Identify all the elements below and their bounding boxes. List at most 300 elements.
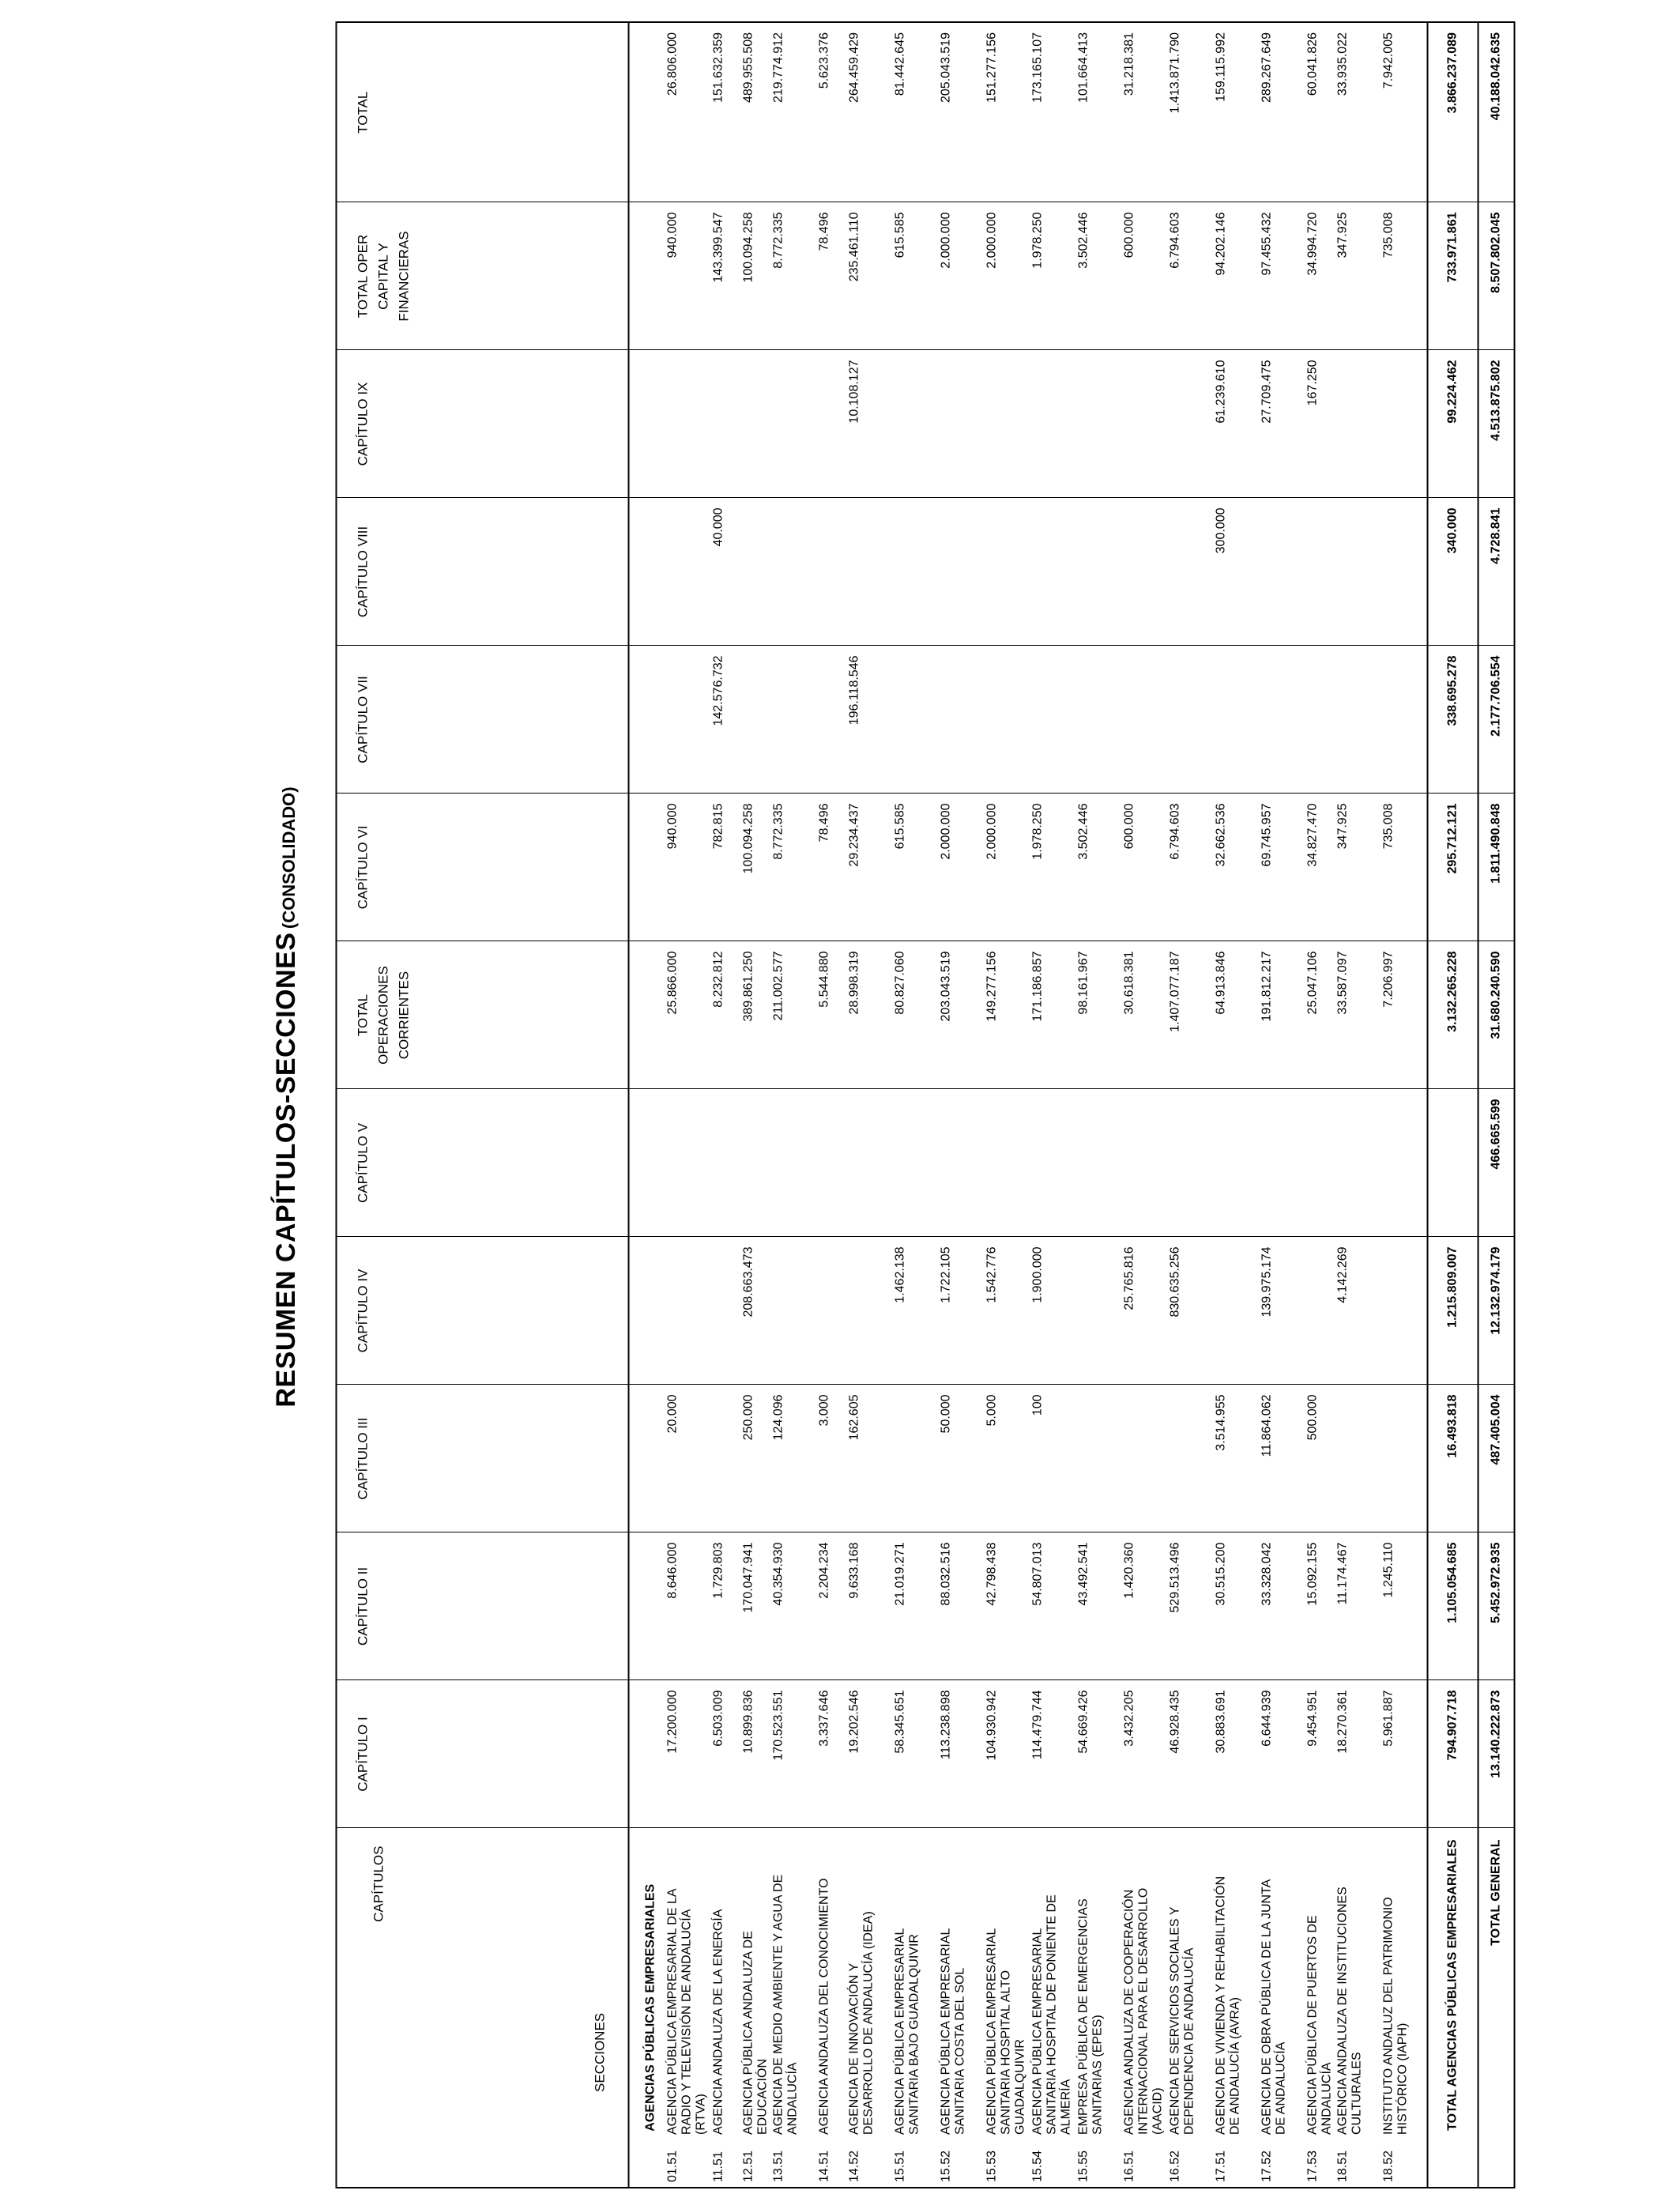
value-c5 [1382,1089,1428,1237]
value-c1: 46.928.435 [1169,1680,1215,1828]
total-general-c7: 2.177.706.554 [1478,646,1515,794]
value-c6: 8.772.335 [772,794,818,941]
value-c9: 27.709.475 [1260,350,1306,498]
table-row [1260,22,1306,2188]
value-c3: 20.000 [666,1385,712,1532]
header-total-capital [337,202,629,350]
value-c2: 88.032.516 [940,1532,985,1680]
value-c5 [1336,1089,1382,1237]
value-c8 [666,498,712,646]
section-name: EMPRESA PÚBLICA DE EMERGENCIAS SANITARIAS (EPES) [1076,1898,1105,2135]
value-c4: 25.765.816 [1123,1237,1169,1385]
value-tc: 171.186.857 [1031,941,1077,1089]
value-t: 159.115.992 [1214,32,1228,102]
value-c4: 830.635.256 [1169,1237,1215,1385]
section-cell [1123,1828,1169,2188]
value-c6: 69.745.957 [1260,794,1306,941]
value-c1: 3.432.205 [1123,1680,1169,1828]
total-general-c2: 5.452.972.935 [1478,1532,1515,1680]
value-c7 [985,646,1031,794]
value-t: 173.165.107 [1030,32,1045,103]
value-c1: 6.503.009 [712,1680,742,1828]
value-c2: 42.798.438 [985,1532,1031,1680]
header-cap8: CAPÍTULO VIII [337,498,629,646]
value-c8 [1260,498,1306,646]
value-tc: 191.812.217 [1260,941,1306,1089]
header-total-corrientes-2: OPERACIONES [375,966,391,1065]
table-row [848,22,894,2188]
table-row [1169,22,1215,2188]
value-c9 [1123,350,1169,498]
value-t: 1.413.871.790 [1168,32,1182,114]
table-row [818,22,848,2188]
header-cap7: CAPÍTULO VII [337,646,629,794]
total-agencias-tk: 733.971.861 [1428,202,1478,350]
section-cell [940,1828,985,2188]
value-c3 [1077,1385,1123,1532]
section-cell [894,1828,940,2188]
section-code: 17.52 [1260,2150,1274,2182]
section-cell [1031,1828,1077,2188]
table-row [1382,22,1428,2188]
header-cap4: CAPÍTULO IV [337,1237,629,1385]
section-name: AGENCIA ANDALUZA DE COOPERACIÓN INTERNACIONAL PARA EL DESARROLLO (AACID) [1122,1887,1165,2135]
value-t: 5.623.376 [817,32,831,89]
value-c3: 124.096 [772,1385,818,1532]
total-general-row [1478,22,1515,2188]
value-tk: 3.502.446 [1077,202,1123,350]
section-cell [1382,1828,1428,2188]
total-general-c1: 13.140.222.873 [1478,1680,1515,1828]
value-tc: 149.277.156 [985,941,1031,1089]
value-c9 [1382,350,1428,498]
section-name: AGENCIA PÚBLICA EMPRESARIAL SANITARIA HOSPITAL DE PONIENTE DE ALMERÍA [1030,1894,1073,2135]
value-c1: 30.883.691 [1215,1680,1260,1828]
section-code: 15.51 [893,2150,907,2182]
group-title: AGENCIAS PÚBLICAS EMPRESARIALES [629,1828,666,2188]
total-general-t: 40.188.042.635 [1478,22,1515,202]
section-name: AGENCIA PÚBLICA EMPRESARIAL SANITARIA BAJO GUADALQUIVIR [893,1928,921,2135]
value-c6: 100.094.258 [742,794,772,941]
value-c6: 32.662.536 [1215,794,1260,941]
value-c4: 1.542.776 [985,1237,1031,1385]
value-c9: 167.250 [1306,350,1336,498]
section-name: AGENCIA DE MEDIO AMBIENTE Y AGUA DE ANDALUCÍA [771,1874,800,2135]
value-c2: 9.633.168 [848,1532,894,1680]
total-general-c6: 1.811.490.848 [1478,794,1515,941]
value-c3: 100 [1031,1385,1077,1532]
value-c8 [1077,498,1123,646]
value-t: 151.632.359 [711,32,725,103]
value-c1: 3.337.646 [818,1680,848,1828]
value-c8 [1336,498,1382,646]
value-c4: 1.900.000 [1031,1237,1077,1385]
value-c5 [1123,1089,1169,1237]
value-c7 [666,646,712,794]
value-tk: 1.978.250 [1031,202,1077,350]
header-capitulos-label: CAPÍTULOS [371,1845,386,1922]
value-c7 [1336,646,1382,794]
value-c6: 2.000.000 [940,794,985,941]
table-row [1336,22,1382,2188]
value-c8 [1382,498,1428,646]
value-c7 [742,646,772,794]
total-agencias-c6: 295.712.121 [1428,794,1478,941]
value-c5 [985,1089,1031,1237]
value-c6: 735.008 [1382,794,1428,941]
total-agencias-label: TOTAL AGENCIAS PÚBLICAS EMPRESARIALES [1428,1828,1478,2188]
section-cell [772,1828,818,2188]
value-c3: 11.864.062 [1260,1385,1306,1532]
value-c2: 8.646.000 [666,1532,712,1680]
value-c7 [894,646,940,794]
value-tk: 2.000.000 [940,202,985,350]
value-c5 [1306,1089,1336,1237]
section-code: 16.52 [1168,2150,1182,2182]
value-c8 [848,498,894,646]
value-tk: 735.008 [1382,202,1428,350]
value-c3 [1169,1385,1215,1532]
section-code: 18.51 [1335,2150,1350,2182]
value-t: 7.942.005 [1381,32,1396,89]
header-total: TOTAL [337,22,629,202]
value-c7: 196.118.546 [848,646,894,794]
section-code: 17.53 [1305,2150,1320,2182]
table-row [1077,22,1123,2188]
section-name: AGENCIA DE OBRA PÚBLICA DE LA JUNTA DE ANDALUCÍA [1260,1879,1288,2135]
title-sub: (CONSOLIDADO) [279,786,299,929]
value-tc: 25.866.000 [666,941,712,1089]
value-tk: 97.455.432 [1260,202,1306,350]
section-cell [818,1828,848,2188]
value-c8 [818,498,848,646]
table-row [712,22,742,2188]
total-agencias-c1: 794.907.718 [1428,1680,1478,1828]
value-c9 [666,350,712,498]
value-c7 [1215,646,1260,794]
value-c1: 170.523.551 [772,1680,818,1828]
section-name: AGENCIA PÚBLICA EMPRESARIAL DE LA RADIO Y TELEVISIÓN DE ANDALUCÍA (RTVA) [665,1889,708,2135]
value-c3 [712,1385,742,1532]
value-c1: 104.930.942 [985,1680,1031,1828]
section-name: AGENCIA PÚBLICA DE PUERTOS DE ANDALUCÍA [1305,1915,1334,2135]
value-c6: 3.502.446 [1077,794,1123,941]
value-c7 [1260,646,1306,794]
section-name: AGENCIA DE VIVIENDA Y REHABILITACIÓN DE ANDALUCÍA (AVRA) [1214,1875,1242,2135]
value-c4 [666,1237,712,1385]
value-tk: 8.772.335 [772,202,818,350]
section-code: 14.51 [817,2150,831,2182]
value-tk: 615.585 [894,202,940,350]
value-t: 33.935.022 [1335,32,1350,96]
value-c8 [1123,498,1169,646]
value-c1: 54.669.426 [1077,1680,1123,1828]
value-c7 [818,646,848,794]
value-c3 [1382,1385,1428,1532]
value-c2: 54.807.013 [1031,1532,1077,1680]
value-c9 [1031,350,1077,498]
value-c7 [1077,646,1123,794]
total-general-c9: 4.513.875.802 [1478,350,1515,498]
section-cell [985,1828,1031,2188]
value-c5 [742,1089,772,1237]
value-c2: 1.729.803 [712,1532,742,1680]
section-code: 15.53 [985,2150,999,2182]
value-tc: 98.161.967 [1077,941,1123,1089]
value-c2: 2.204.234 [818,1532,848,1680]
table-row [742,22,772,2188]
total-general-c8: 4.728.841 [1478,498,1515,646]
value-c8: 40.000 [712,498,742,646]
header-cap5: CAPÍTULO V [337,1089,629,1237]
value-c7 [1306,646,1336,794]
value-c5 [1077,1089,1123,1237]
value-t: 26.806.000 [665,32,680,96]
value-c4 [1215,1237,1260,1385]
value-c9 [712,350,742,498]
value-c4 [818,1237,848,1385]
section-code: 13.51 [771,2150,785,2182]
page-title [258,544,314,1650]
total-agencias-c4: 1.215.809.007 [1428,1237,1478,1385]
value-c4: 208.663.473 [742,1237,772,1385]
section-name: AGENCIA PÚBLICA ANDALUZA DE EDUCACIÓN [741,1931,770,2135]
table-row [1031,22,1077,2188]
value-c4 [1077,1237,1123,1385]
section-code: 11.51 [711,2151,725,2182]
value-c8 [940,498,985,646]
value-c8 [772,498,818,646]
value-c9 [742,350,772,498]
value-t: 219.774.912 [771,32,785,103]
value-c6: 347.925 [1336,794,1382,941]
total-agencias-t: 3.866.237.089 [1428,22,1478,202]
value-c4 [1382,1237,1428,1385]
value-c5 [848,1089,894,1237]
title-main: RESUMEN CAPÍTULOS-SECCIONES [271,932,301,1408]
value-c2: 1.420.360 [1123,1532,1169,1680]
total-agencias-tc: 3.132.265.228 [1428,941,1478,1089]
section-cell [666,1828,712,2188]
section-name: AGENCIA ANDALUZA DE LA ENERGÍA [711,1909,725,2135]
header-cap9: CAPÍTULO IX [337,350,629,498]
value-tk: 78.496 [818,202,848,350]
section-name: AGENCIA ANDALUZA DEL CONOCIMIENTO [817,1878,831,2135]
value-c9 [1077,350,1123,498]
section-name: AGENCIA PÚBLICA EMPRESARIAL SANITARIA HOSPITAL ALTO GUADALQUIVIR [985,1928,1027,2135]
value-c8 [742,498,772,646]
value-c3 [1123,1385,1169,1532]
value-c5 [1169,1089,1215,1237]
value-tc: 203.043.519 [940,941,985,1089]
value-c6: 34.827.470 [1306,794,1336,941]
table-body [629,22,1515,2188]
value-c4 [848,1237,894,1385]
total-agencias-c3: 16.493.818 [1428,1385,1478,1532]
value-c3: 3.000 [818,1385,848,1532]
value-tk: 143.399.547 [712,202,742,350]
value-c4: 1.462.138 [894,1237,940,1385]
value-c3: 162.605 [848,1385,894,1532]
value-c3 [1336,1385,1382,1532]
value-c4 [712,1237,742,1385]
section-code: 01.51 [665,2150,680,2182]
value-c2: 21.019.271 [894,1532,940,1680]
value-tc: 389.861.250 [742,941,772,1089]
total-general-c3: 487.405.004 [1478,1385,1515,1532]
section-code: 14.52 [847,2150,861,2182]
value-c4 [1306,1237,1336,1385]
section-name: AGENCIA PÚBLICA EMPRESARIAL SANITARIA COSTA DEL SOL [939,1928,967,2135]
value-c5 [894,1089,940,1237]
value-c2: 33.328.042 [1260,1532,1306,1680]
value-t: 264.459.429 [847,32,861,103]
section-cell [1215,1828,1260,2188]
value-c1: 5.961.887 [1382,1680,1428,1828]
value-tc: 211.002.577 [772,941,818,1089]
value-tc: 80.827.060 [894,941,940,1089]
value-c3: 500.000 [1306,1385,1336,1532]
value-c1: 10.899.836 [742,1680,772,1828]
value-c6: 1.978.250 [1031,794,1077,941]
value-c6: 615.585 [894,794,940,941]
value-c1: 9.454.951 [1306,1680,1336,1828]
value-c3: 250.000 [742,1385,772,1532]
header-total-corrientes-1: TOTAL [355,993,371,1037]
value-c1: 6.644.939 [1260,1680,1306,1828]
header-cap3: CAPÍTULO III [337,1385,629,1532]
value-c4: 1.722.105 [940,1237,985,1385]
header-cap2: CAPÍTULO II [337,1532,629,1680]
value-t: 60.041.826 [1305,32,1320,96]
value-tc: 30.618.381 [1123,941,1169,1089]
table-row [772,22,818,2188]
value-c7: 142.576.732 [712,646,742,794]
value-c8 [894,498,940,646]
section-cell [1077,1828,1123,2188]
value-c6: 600.000 [1123,794,1169,941]
value-c8 [1306,498,1336,646]
value-c9 [894,350,940,498]
value-c7 [1169,646,1215,794]
value-tc: 25.047.106 [1306,941,1336,1089]
total-agencias-c8: 340.000 [1428,498,1478,646]
value-c6: 78.496 [818,794,848,941]
header-secciones-label: SECCIONES [592,2012,608,2092]
value-c5 [818,1089,848,1237]
header-total-capital-2: CAPITAL Y [375,243,391,310]
header-secciones [337,1828,629,2188]
value-c9 [1336,350,1382,498]
total-agencias-c9: 99.224.462 [1428,350,1478,498]
value-t: 151.277.156 [985,32,999,103]
value-tk: 2.000.000 [985,202,1031,350]
value-c5 [666,1089,712,1237]
value-c7 [1382,646,1428,794]
value-c5 [712,1089,742,1237]
value-c6: 29.234.437 [848,794,894,941]
value-c4 [772,1237,818,1385]
value-c1: 17.200.000 [666,1680,712,1828]
value-c5 [1215,1089,1260,1237]
table-row [985,22,1031,2188]
value-c6: 2.000.000 [985,794,1031,941]
header-total-corrientes [337,941,629,1089]
value-tk: 6.794.603 [1169,202,1215,350]
section-name: AGENCIA DE SERVICIOS SOCIALES Y DEPENDENCIA DE ANDALUCÍA [1168,1906,1196,2135]
value-c9 [940,350,985,498]
value-c3: 50.000 [940,1385,985,1532]
value-tc: 5.544.880 [818,941,848,1089]
total-agencias-c2: 1.105.054.685 [1428,1532,1478,1680]
table-row [1215,22,1260,2188]
value-c2: 11.174.467 [1336,1532,1382,1680]
value-tc: 7.206.997 [1382,941,1428,1089]
section-code: 17.51 [1214,2150,1228,2182]
summary-table-container [336,23,1503,2188]
value-c6: 940.000 [666,794,712,941]
section-cell [742,1828,772,2188]
value-c2: 30.515.200 [1215,1532,1260,1680]
value-tk: 100.094.258 [742,202,772,350]
header-total-capital-3: FINANCIERAS [396,231,412,322]
total-general-tc: 31.680.240.590 [1478,941,1515,1089]
table-row [1123,22,1169,2188]
value-c1: 18.270.361 [1336,1680,1382,1828]
section-name: AGENCIA ANDALUZA DE INSTITUCIONES CULTURALES [1335,1887,1364,2135]
value-c3: 3.514.955 [1215,1385,1260,1532]
value-c1: 114.479.744 [1031,1680,1077,1828]
value-c9 [985,350,1031,498]
total-agencias-c5 [1428,1089,1478,1237]
value-c6: 6.794.603 [1169,794,1215,941]
value-c9 [772,350,818,498]
value-c4: 4.142.269 [1336,1237,1382,1385]
total-general-label: TOTAL GENERAL [1478,1828,1515,2188]
value-tk: 94.202.146 [1215,202,1260,350]
header-cap6: CAPÍTULO VI [337,794,629,941]
value-tk: 235.461.110 [848,202,894,350]
value-t: 101.664.413 [1076,32,1090,103]
value-c7 [1123,646,1169,794]
header-total-corrientes-3: CORRIENTES [396,971,412,1060]
section-code: 12.51 [741,2150,755,2182]
total-general-c5: 466.665.599 [1478,1089,1515,1237]
value-t: 81.442.645 [893,32,907,96]
value-tc: 1.407.077.187 [1169,941,1215,1089]
value-tc: 8.232.812 [712,941,742,1089]
value-c9 [1169,350,1215,498]
section-cell [1260,1828,1306,2188]
value-c8 [1169,498,1215,646]
value-tk: 347.925 [1336,202,1382,350]
value-c2: 1.245.110 [1382,1532,1428,1680]
value-tk: 34.994.720 [1306,202,1336,350]
total-agencias-row [1428,22,1478,2188]
value-tc: 64.913.846 [1215,941,1260,1089]
section-cell [1336,1828,1382,2188]
value-c2: 529.513.496 [1169,1532,1215,1680]
group-title-row [629,22,666,2188]
value-c8: 300.000 [1215,498,1260,646]
section-code: 16.51 [1122,2150,1136,2182]
value-c5 [1031,1089,1077,1237]
table-row [1306,22,1336,2188]
table-row [894,22,940,2188]
section-code: 18.52 [1381,2150,1396,2182]
value-tk: 940.000 [666,202,712,350]
value-c2: 43.492.541 [1077,1532,1123,1680]
